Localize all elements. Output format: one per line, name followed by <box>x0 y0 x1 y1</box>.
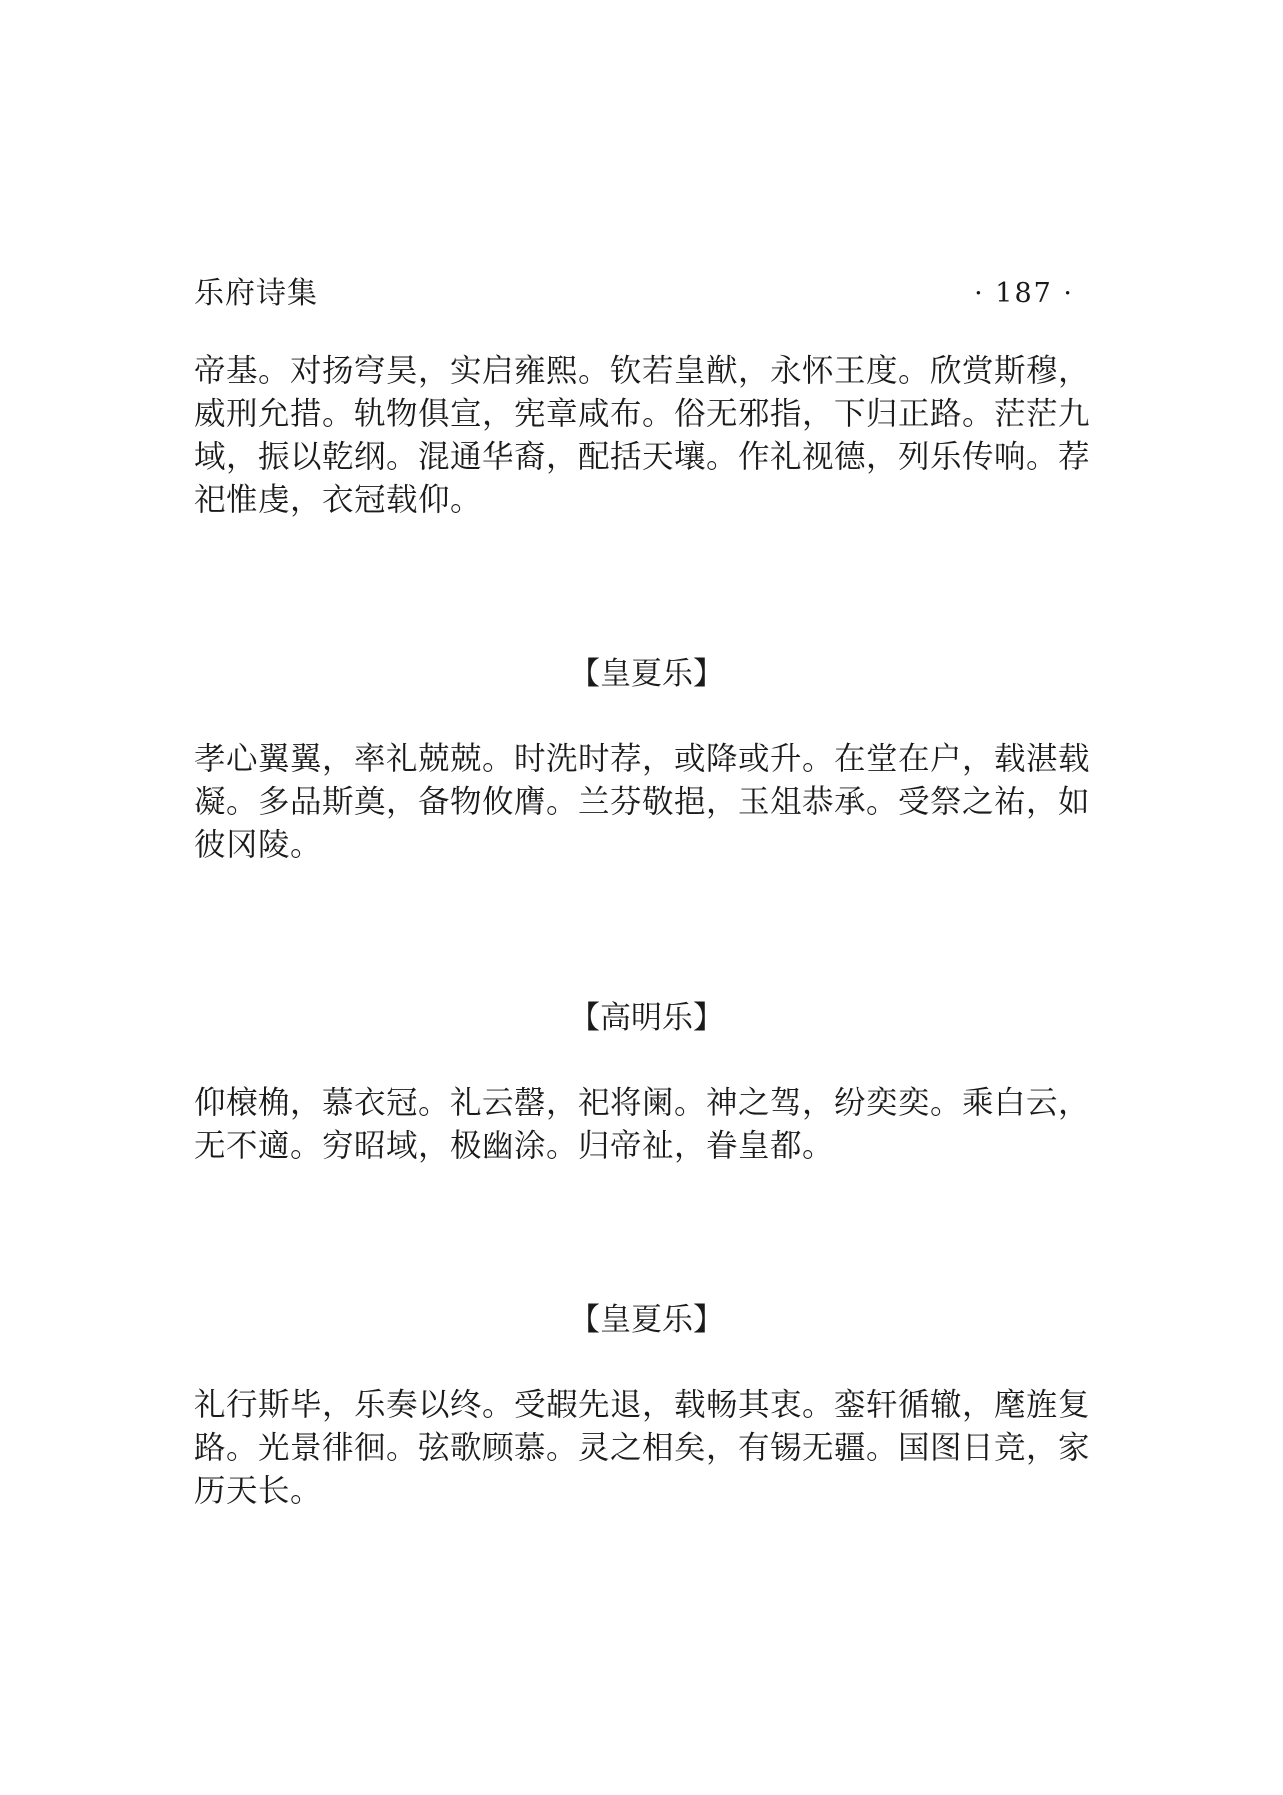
section-title-huangxia-1: 【皇夏乐】 <box>569 656 724 692</box>
poem-text-continuation: 帝基。对扬穹昊，实启雍熙。钦若皇猷，永怀王度。欣赏斯穆，威刑允措。轨物俱宣，宪章咸布。俗无邪指，下归正路。茫茫九域，振以乾纲。混通华裔，配括天壤。作礼视德，列乐传响。荐祀惟虔，衣冠载仰。 <box>194 353 1091 518</box>
book-title: 乐府诗集 <box>194 276 318 311</box>
poem-text-huangxia-2: 礼行斯毕，乐奏以终。受嘏先退，载畅其衷。銮轩循辙，麾旌复路。光景徘徊。弦歌顾慕。灵之相矣，有锡无疆。国图日竞，家历天长。 <box>194 1387 1091 1509</box>
poem-text-huangxia-1: 孝心翼翼，率礼兢兢。时洗时荐，或降或升。在堂在户，载湛载凝。多品斯奠，备物攸膺。兰芬敬挹，玉俎恭承。受祭之祐，如彼冈陵。 <box>194 741 1091 863</box>
section-title-huangxia-2: 【皇夏乐】 <box>569 1302 724 1338</box>
poem-text-gaoming: 仰榱桷，慕衣冠。礼云罄，祀将阑。神之驾，纷奕奕。乘白云，无不適。穷昭域，极幽涂。归帝祉，眷皇都。 <box>194 1085 1091 1164</box>
running-header <box>194 272 1074 316</box>
page-number: · 187 · <box>974 278 1074 309</box>
section-title-gaoming: 【高明乐】 <box>569 1000 724 1036</box>
